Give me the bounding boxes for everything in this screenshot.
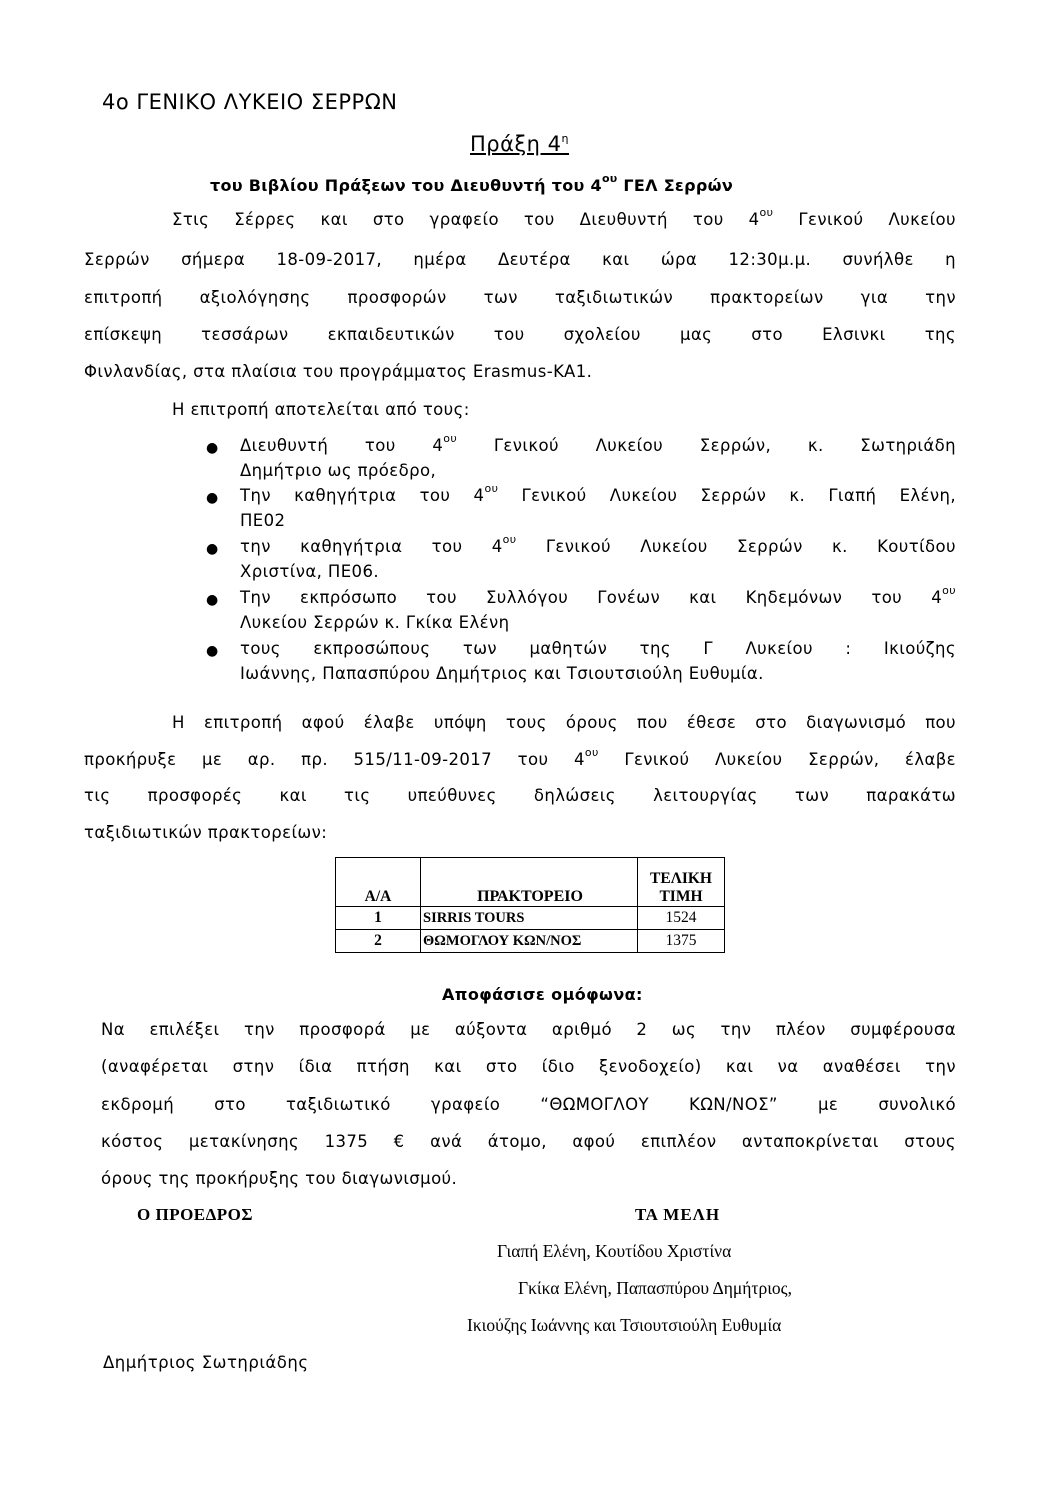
decision-line-5: όρους της προκήρυξης του διαγωνισμού.: [101, 1169, 458, 1188]
chair-label: Ο ΠΡΟΕΔΡΟΣ: [137, 1205, 254, 1224]
intro-line-2: Σερρών σήμερα 18-09-2017, ημέρα Δευτέρα και ώρα 12:30μ.μ. συνήλθε η: [84, 250, 956, 269]
member-2a: Την καθηγήτρια του 4: [240, 486, 485, 505]
member-1a: Διευθυντή του 4: [240, 436, 444, 455]
member-3b: Γενικού Λυκείου Σερρών κ. Κουτίδου: [516, 537, 956, 556]
committee-heading: Η επιτροπή αποτελείται από τους:: [172, 400, 470, 419]
member-1-sup: ου: [443, 432, 458, 445]
member-2-line-2: ΠΕ02: [240, 511, 286, 530]
member-3-sup: ου: [502, 533, 517, 546]
subtitle-sup: ου: [601, 172, 618, 185]
act-subtitle: [210, 172, 734, 195]
member-5-line-2: Ιωάννης, Παπασπύρου Δημήτριος και Τσιουτσιούλη Ευθυμία.: [240, 664, 764, 683]
member-2-line-1: [240, 482, 956, 505]
cell-aa: 1: [336, 907, 421, 930]
offers-line-2a: προκήρυξε με αρ. πρ. 515/11-09-2017 του 4: [84, 750, 585, 769]
member-4-line-2: Λυκείου Σερρών κ. Γκίκα Ελένη: [240, 613, 510, 632]
act-title: [470, 132, 569, 156]
decision-line-1: Να επιλέξει την προσφορά με αύξοντα αριθμό 2 ως την πλέον συμφέρουσα: [101, 1020, 956, 1039]
member-1-line-2: Δημήτριο ως πρόεδρο,: [240, 461, 437, 480]
decision-line-2: (αναφέρεται στην ίδια πτήση και στο ίδιο ξενοδοχείο) και να αναθέσει την: [101, 1057, 956, 1076]
bullet-icon: ●: [206, 541, 219, 557]
members-label: ΤΑ ΜΕΛΗ: [635, 1205, 721, 1224]
member-3-line-2: Χριστίνα, ΠΕ06.: [240, 562, 379, 581]
bullet-icon: ●: [206, 643, 219, 659]
table-row: [336, 930, 725, 953]
member-2-sup: ου: [484, 482, 499, 495]
cell-aa: 2: [336, 930, 421, 953]
header-price: ΤΕΛΙΚΗ ΤΙΜΗ: [638, 858, 725, 907]
offers-line-2-sup: ου: [584, 746, 599, 759]
members-names-1: Γιαπή Ελένη, Κουτίδου Χριστίνα: [497, 1241, 732, 1261]
cell-agency: ΘΩΜΟΓΛΟΥ ΚΩΝ/ΝΟΣ: [421, 930, 638, 953]
act-title-sup: η: [561, 132, 570, 145]
intro-line-5: Φινλανδίας, στα πλαίσια του προγράμματος Erasmus-KA1.: [84, 362, 593, 381]
member-1-line-1: [240, 432, 956, 455]
offers-line-2: [84, 746, 957, 769]
chair-name: Δημήτριος Σωτηριάδης: [103, 1353, 309, 1372]
members-names-3: Ικιούζης Ιωάννης και Τσιουτσιούλη Ευθυμία: [467, 1315, 782, 1335]
offers-line-1: Η επιτροπή αφού έλαβε υπόψη τους όρους που έθεσε στο διαγωνισμό που: [172, 713, 956, 732]
header-agency: ΠΡΑΚΤΟΡΕΙΟ: [421, 858, 638, 907]
intro-line-1-sup: ου: [759, 206, 774, 219]
bullet-icon: ●: [206, 592, 219, 608]
intro-line-1b: Γενικού Λυκείου: [773, 210, 956, 229]
cell-agency: SIRRIS TOURS: [421, 907, 638, 930]
member-4-line-1: [240, 584, 956, 607]
table-row: [336, 907, 725, 930]
offers-line-4: ταξιδιωτικών πρακτορείων:: [84, 823, 328, 842]
cell-price: 1375: [638, 930, 725, 953]
member-3a: την καθηγήτρια του 4: [240, 537, 503, 556]
member-3-line-1: [240, 533, 956, 556]
decision-line-3: εκδρομή στο ταξιδιωτικό γραφείο “ΘΩΜΟΓΛΟΥ ΚΩΝ/ΝΟΣ” με συνολικό: [101, 1095, 956, 1114]
subtitle-part-a: του Βιβλίου Πράξεων του Διευθυντή του 4: [210, 176, 602, 195]
table-header-row: [336, 858, 725, 907]
members-names-2: Γκίκα Ελένη, Παπασπύρου Δημήτριος,: [518, 1278, 792, 1298]
offers-table: [335, 857, 725, 953]
act-title-text: Πράξη 4: [470, 132, 562, 156]
cell-price: 1524: [638, 907, 725, 930]
member-4a: Την εκπρόσωπο του Συλλόγου Γονέων και Κηδεμόνων του 4: [240, 588, 943, 607]
offers-line-2b: Γενικού Λυκείου Σερρών, έλαβε: [598, 750, 957, 769]
member-1b: Γενικού Λυκείου Σερρών, κ. Σωτηριάδη: [457, 436, 956, 455]
subtitle-part-b: ΓΕΛ Σερρών: [617, 176, 734, 195]
member-5-line-1: τους εκπροσώπους των μαθητών της Γ Λυκείου : Ικιούζης: [240, 639, 956, 658]
bullet-icon: ●: [206, 490, 219, 506]
decision-heading: Αποφάσισε ομόφωνα:: [442, 985, 643, 1004]
intro-line-1: [172, 206, 956, 229]
member-4-sup: ου: [942, 584, 956, 597]
member-2b: Γενικού Λυκείου Σερρών κ. Γιαπή Ελένη,: [498, 486, 956, 505]
offers-line-3: τις προσφορές και τις υπεύθυνες δηλώσεις λειτουργίας των παρακάτω: [84, 786, 956, 805]
intro-line-3: επιτροπή αξιολόγησης προσφορών των ταξιδιωτικών πρακτορείων για την: [84, 288, 956, 307]
bullet-icon: ●: [206, 440, 219, 456]
intro-line-4: επίσκεψη τεσσάρων εκπαιδευτικών του σχολείου μας στο Ελσινκι της: [84, 325, 956, 344]
header-aa: Α/Α: [336, 858, 421, 907]
school-name: 4ο ΓΕΝΙΚΟ ΛΥΚΕΙΟ ΣΕΡΡΩΝ: [102, 90, 398, 114]
decision-line-4: κόστος μετακίνησης 1375 € ανά άτομο, αφού επιπλέον ανταποκρίνεται στους: [101, 1132, 956, 1151]
intro-line-1a: Στις Σέρρες και στο γραφείο του Διευθυντή του 4: [172, 210, 760, 229]
